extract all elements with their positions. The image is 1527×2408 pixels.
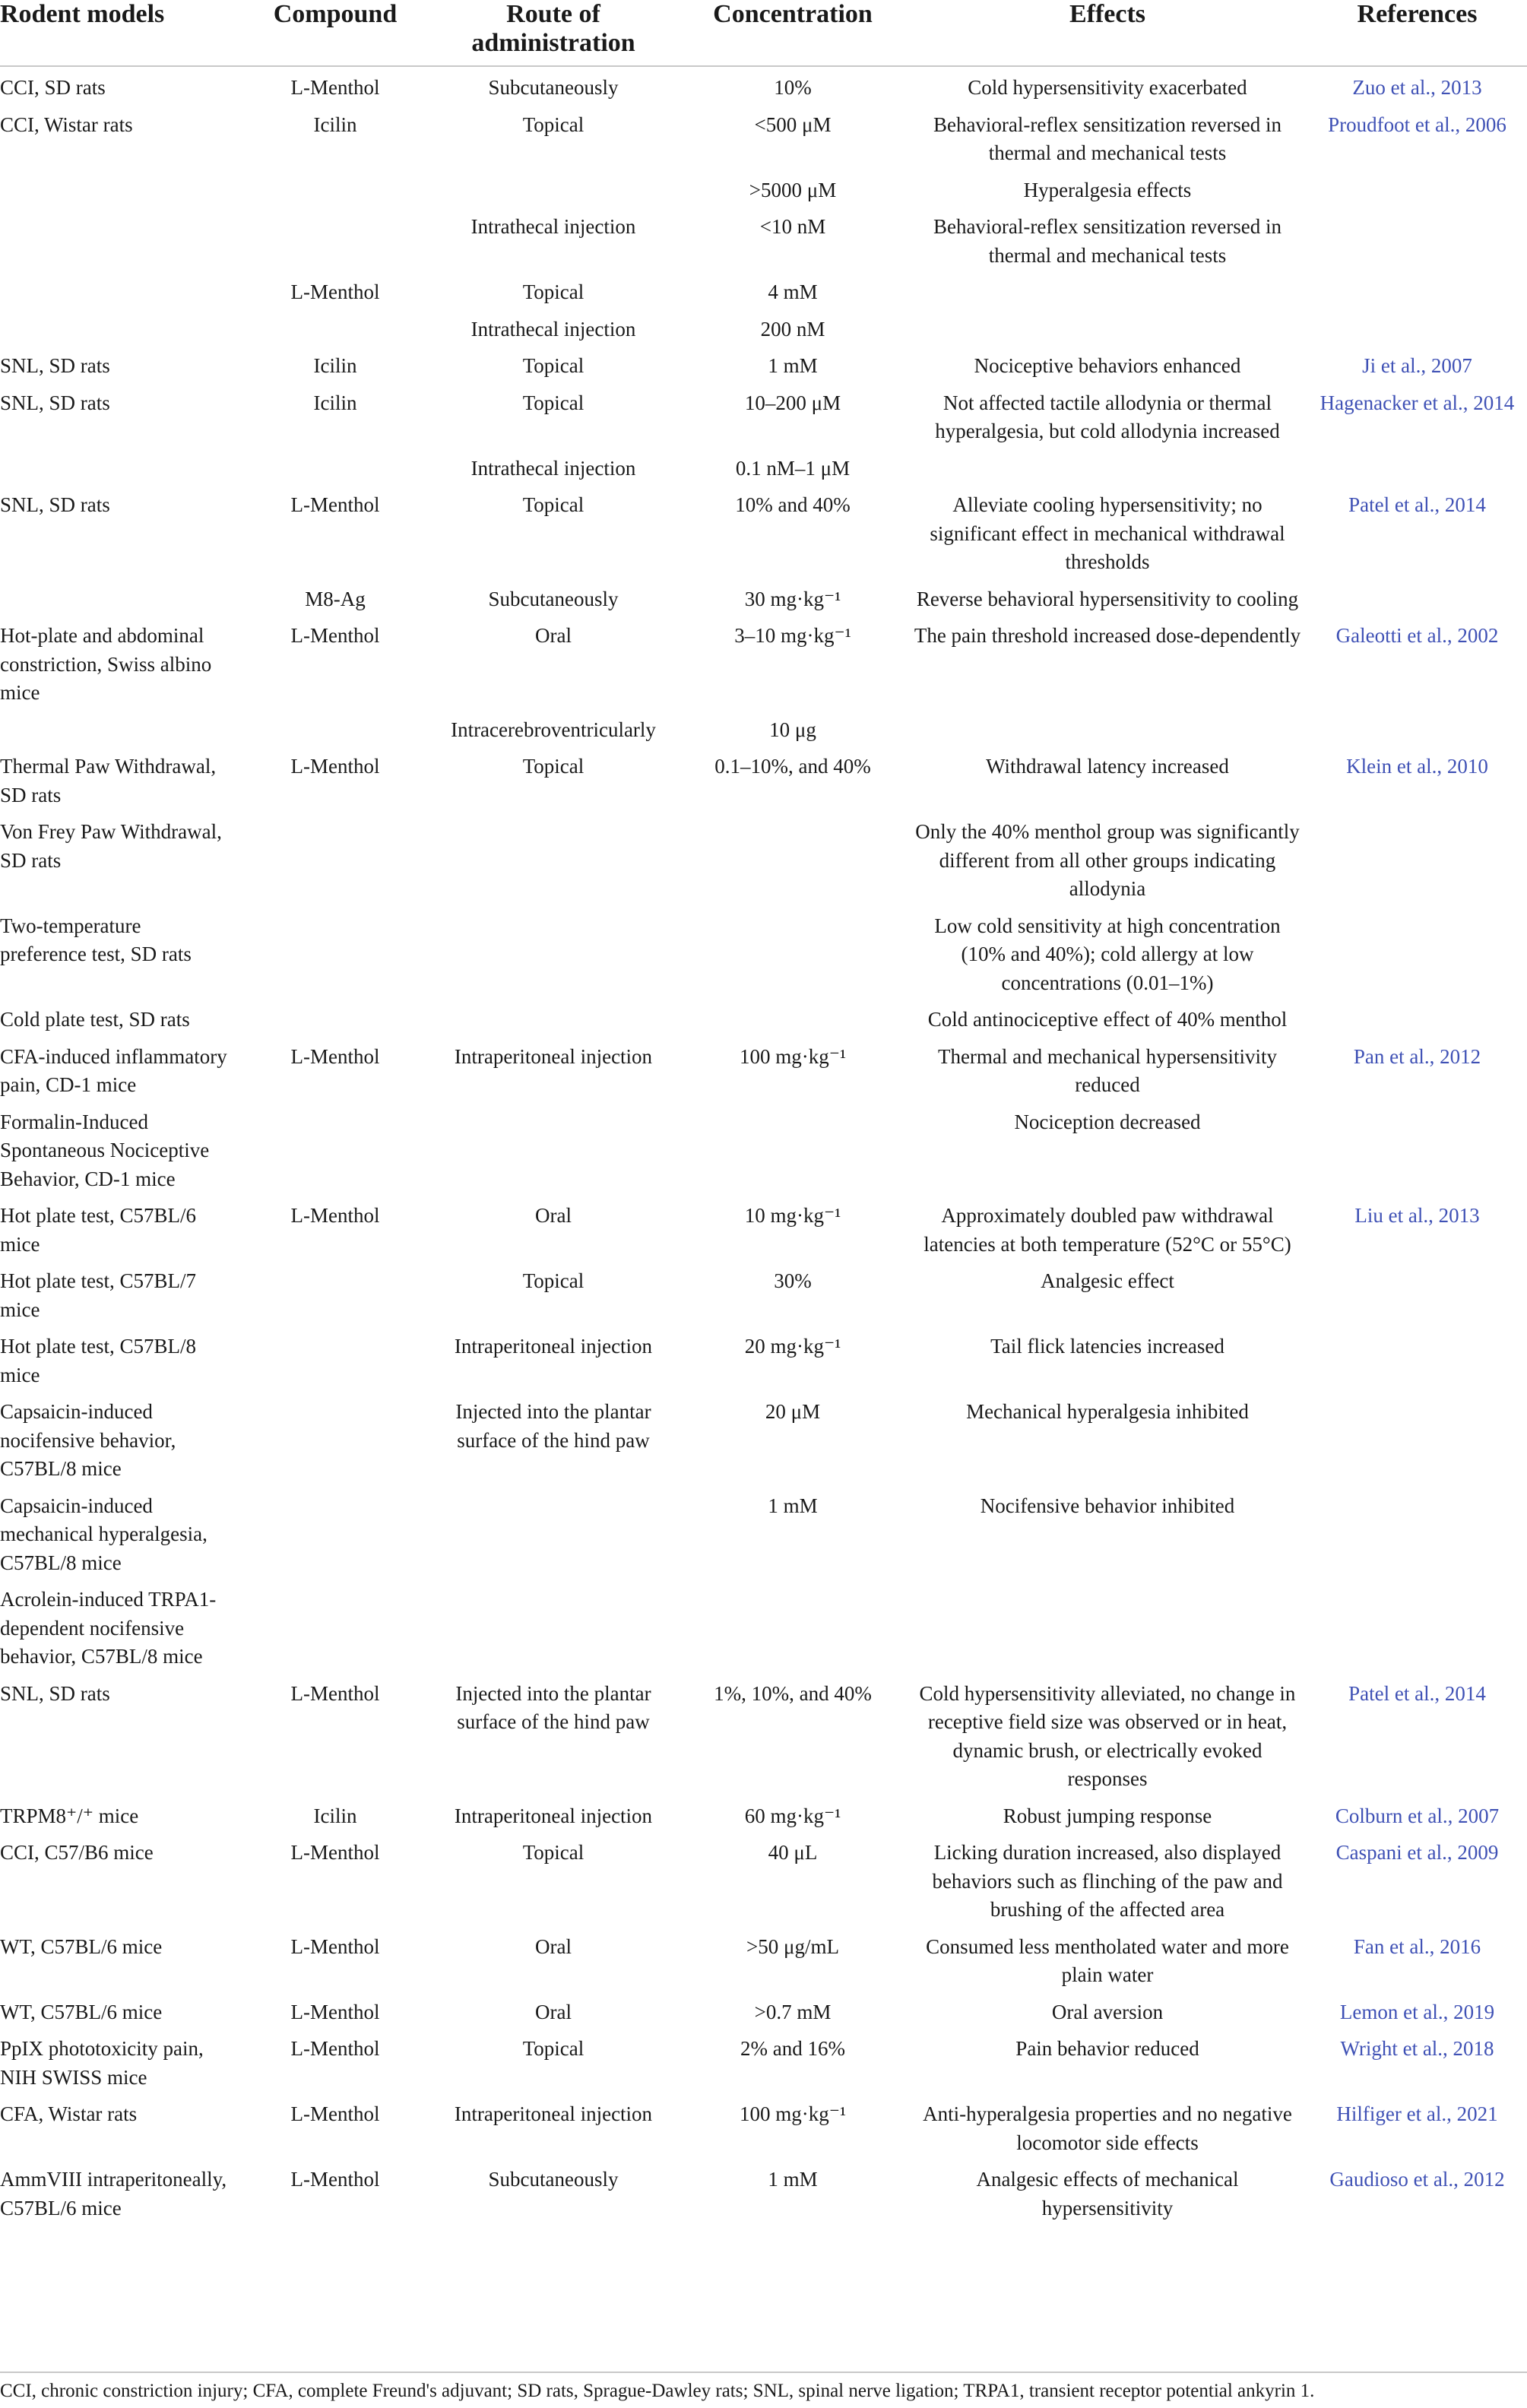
cell-route: Intraperitoneal injection — [454, 1044, 653, 1068]
cell-concentration: 2% and 16% — [740, 2037, 845, 2060]
cell-compound: L-Menthol — [290, 2102, 380, 2125]
cell-compound: L-Menthol — [290, 755, 380, 778]
table-row — [0, 1101, 1527, 1196]
cell-effects: Anti-hyperalgesia properties and no negative locomotor side effects — [923, 2102, 1292, 2154]
cell-compound — [242, 1101, 429, 1196]
cell-compound: Icilin — [313, 354, 357, 377]
cell-concentration: 10 mg·kg⁻¹ — [744, 1204, 841, 1227]
cell-route: Intrathecal injection — [470, 317, 636, 341]
cell-compound: Icilin — [313, 1804, 357, 1827]
cell-compound: L-Menthol — [290, 1044, 380, 1068]
header-route: Route of administration — [429, 0, 678, 66]
cell-compound — [242, 309, 429, 346]
cell-rodent-model: SNL, SD rats — [0, 391, 110, 414]
cell-rodent-model: CFA-induced inflammatory pain, CD-1 mice — [0, 1044, 227, 1096]
cell-route: Intraperitoneal injection — [454, 2102, 653, 2125]
cell-compound: L-Menthol — [290, 76, 380, 99]
cell-route: Intrathecal injection — [470, 456, 636, 480]
cell-concentration: 0.1–10%, and 40% — [714, 755, 871, 778]
cell-rodent-model: Hot plate test, C57BL/8 mice — [0, 1335, 196, 1386]
cell-effects: Behavioral-reflex sensitization reversed in thermal and mechanical tests — [933, 215, 1282, 267]
cell-reference[interactable]: Ji et al., 2007 — [1362, 354, 1472, 377]
cell-rodent-model: Hot plate test, C57BL/7 mice — [0, 1269, 196, 1321]
cell-route: Subcutaneously — [488, 587, 619, 610]
table-row — [0, 66, 1527, 104]
cell-rodent-model: SNL, SD rats — [0, 1681, 110, 1705]
table-row — [0, 345, 1527, 382]
cell-rodent-model: WT, C57BL/6 mice — [0, 2000, 163, 2023]
cell-concentration: >0.7 mM — [754, 2000, 832, 2023]
table-row — [0, 1260, 1527, 1326]
cell-rodent-model: Hot-plate and abdominal constriction, Swiss albino mice — [0, 624, 212, 704]
table-row — [0, 1673, 1527, 1795]
cell-rodent-model: CCI, C57/B6 mice — [0, 1841, 154, 1864]
cell-rodent-model — [0, 709, 242, 746]
cell-route: Intraperitoneal injection — [454, 1335, 653, 1358]
cell-effects: Nocifensive behavior inhibited — [980, 1494, 1235, 1517]
cell-compound: L-Menthol — [290, 1681, 380, 1705]
cell-reference[interactable] — [1307, 1101, 1527, 1196]
cell-reference[interactable] — [1307, 1485, 1527, 1579]
table-row — [0, 2159, 1527, 2224]
cell-effects: Nociceptive behaviors enhanced — [974, 354, 1241, 377]
cell-concentration: 3–10 mg·kg⁻¹ — [734, 624, 851, 647]
cell-effects: Analgesic effect — [1041, 1269, 1174, 1292]
cell-compound: L-Menthol — [290, 493, 380, 516]
cell-reference[interactable] — [1307, 1326, 1527, 1391]
cell-compound — [242, 170, 429, 207]
cell-reference[interactable]: Fan et al., 2016 — [1353, 1934, 1481, 1958]
table-row — [0, 1926, 1527, 1991]
cell-concentration: 0.1 nM–1 μM — [735, 456, 851, 480]
table-row — [0, 104, 1527, 170]
cell-rodent-model — [0, 170, 242, 207]
header-effects: Effects — [908, 0, 1307, 66]
cell-route: Topical — [522, 2037, 585, 2060]
cell-reference[interactable] — [1307, 811, 1527, 905]
cell-compound — [242, 1260, 429, 1326]
cell-concentration: 20 mg·kg⁻¹ — [744, 1335, 841, 1358]
table-row — [0, 170, 1527, 207]
cell-reference[interactable]: Proudfoot et al., 2006 — [1328, 112, 1506, 136]
table-row — [0, 1832, 1527, 1926]
cell-concentration: 200 nM — [760, 317, 825, 341]
cell-route: Topical — [522, 112, 585, 136]
cell-compound: L-Menthol — [290, 1934, 380, 1958]
cell-concentration: 10–200 μM — [744, 391, 841, 414]
cell-reference[interactable]: Hagenacker et al., 2014 — [1319, 391, 1515, 414]
cell-concentration: 1%, 10%, and 40% — [714, 1681, 872, 1705]
cell-concentration: 60 mg·kg⁻¹ — [744, 1804, 841, 1827]
cell-concentration: 40 μL — [768, 1841, 818, 1864]
cell-route: Topical — [522, 354, 585, 377]
table-row — [0, 309, 1527, 346]
cell-rodent-model: SNL, SD rats — [0, 493, 110, 516]
cell-concentration — [678, 999, 908, 1036]
cell-route: Topical — [522, 1841, 585, 1864]
cell-effects: Cold hypersensitivity alleviated, no change in receptive field size was observed or in heat, dynamic brush, or electrically evoked responses — [919, 1681, 1296, 1790]
cell-compound: L-Menthol — [290, 2000, 380, 2023]
cell-compound: L-Menthol — [290, 2168, 380, 2191]
table-row — [0, 1036, 1527, 1101]
cell-route: Topical — [522, 755, 585, 778]
cell-effects: Alleviate cooling hypersensitivity; no significant effect in mechanical withdrawal thresholds — [930, 493, 1285, 573]
cell-compound — [242, 1326, 429, 1391]
cell-compound: L-Menthol — [290, 624, 380, 647]
cell-route: Topical — [522, 1269, 585, 1292]
cell-reference[interactable]: Lemon et al., 2019 — [1339, 2000, 1495, 2023]
cell-rodent-model: TRPM8⁺/⁺ mice — [0, 1804, 139, 1827]
cell-compound: M8-Ag — [305, 587, 366, 610]
cell-compound: Icilin — [313, 112, 357, 136]
cell-concentration: >50 μg/mL — [746, 1934, 839, 1958]
cell-rodent-model: Acrolein-induced TRPA1-dependent nocifensive behavior, C57BL/8 mice — [0, 1588, 217, 1668]
header-compound: Compound — [242, 0, 429, 66]
cell-reference[interactable]: Liu et al., 2013 — [1354, 1204, 1480, 1227]
table-row — [0, 448, 1527, 485]
cell-reference[interactable] — [1307, 999, 1527, 1036]
cell-concentration: 1 mM — [768, 1494, 818, 1517]
cell-reference[interactable]: Gaudioso et al., 2012 — [1329, 2168, 1505, 2191]
cell-effects: Tail flick latencies increased — [990, 1335, 1224, 1358]
cell-reference[interactable]: Galeotti et al., 2002 — [1335, 624, 1499, 647]
cell-effects: Approximately doubled paw withdrawal latencies at both temperature (52°C or 55°C) — [923, 1204, 1291, 1256]
table-header — [0, 0, 1527, 66]
cell-effects: Mechanical hyperalgesia inhibited — [966, 1400, 1249, 1423]
cell-reference[interactable] — [1307, 578, 1527, 616]
cell-route: Oral — [535, 1934, 572, 1958]
cell-effects: Cold hypersensitivity exacerbated — [968, 76, 1247, 99]
cell-route: Intrathecal injection — [470, 215, 636, 238]
cell-rodent-model: Von Frey Paw Withdrawal, SD rats — [0, 820, 222, 872]
cell-effects — [908, 309, 1307, 346]
cell-rodent-model — [0, 578, 242, 616]
cell-reference[interactable] — [1307, 448, 1527, 485]
cell-route — [429, 999, 678, 1036]
cell-route: Topical — [522, 391, 585, 414]
cell-concentration — [678, 905, 908, 1000]
cell-reference[interactable]: Patel et al., 2014 — [1348, 1681, 1486, 1705]
cell-rodent-model — [0, 271, 242, 309]
cell-effects: Withdrawal latency increased — [986, 755, 1229, 778]
cell-effects: Not affected tactile allodynia or thermal hyperalgesia, but cold allodynia increased — [935, 391, 1280, 442]
cell-compound — [242, 1485, 429, 1579]
cell-reference[interactable]: Zuo et al., 2013 — [1352, 76, 1482, 99]
cell-route: Injected into the plantar surface of the hind paw — [455, 1681, 651, 1733]
cell-compound: Icilin — [313, 391, 357, 414]
table-body — [0, 66, 1527, 2224]
cell-compound: L-Menthol — [290, 1841, 380, 1864]
cell-concentration: <10 nM — [759, 215, 826, 238]
table-row — [0, 811, 1527, 905]
cell-route — [429, 1579, 678, 1673]
cell-reference[interactable]: Klein et al., 2010 — [1346, 755, 1488, 778]
header-references: References — [1307, 0, 1527, 66]
cell-concentration: 30% — [774, 1269, 812, 1292]
cell-concentration: 100 mg·kg⁻¹ — [739, 1044, 847, 1068]
cell-concentration: 10% — [774, 76, 812, 99]
cell-concentration: 30 mg·kg⁻¹ — [744, 587, 841, 610]
cell-concentration: <500 μM — [754, 112, 832, 136]
table-row — [0, 2093, 1527, 2159]
table-row — [0, 1391, 1527, 1485]
cell-route — [429, 1485, 678, 1579]
cell-effects: Consumed less mentholated water and more plain water — [926, 1934, 1289, 1986]
table-row — [0, 615, 1527, 709]
cell-concentration — [678, 1101, 908, 1196]
cell-concentration: 4 mM — [768, 280, 818, 303]
table-row — [0, 1485, 1527, 1579]
cell-reference[interactable] — [1307, 170, 1527, 207]
table-row — [0, 206, 1527, 271]
cell-route: Topical — [522, 493, 585, 516]
cell-rodent-model: Cold plate test, SD rats — [0, 1008, 190, 1031]
cell-effects: Hyperalgesia effects — [1023, 178, 1192, 201]
cell-concentration: 100 mg·kg⁻¹ — [739, 2102, 847, 2125]
cell-rodent-model: SNL, SD rats — [0, 354, 110, 377]
cell-rodent-model: WT, C57BL/6 mice — [0, 1934, 163, 1958]
cell-rodent-model: Capsaicin-induced mechanical hyperalgesia, C57BL/8 mice — [0, 1494, 208, 1574]
cell-effects — [908, 448, 1307, 485]
cell-rodent-model: Thermal Paw Withdrawal, SD rats — [0, 755, 217, 806]
table-row — [0, 999, 1527, 1036]
cell-effects: Reverse behavioral hypersensitivity to cooling — [916, 587, 1299, 610]
table-row — [0, 1795, 1527, 1833]
cell-compound: L-Menthol — [290, 280, 380, 303]
cell-effects: Nociception decreased — [1014, 1110, 1201, 1133]
cell-rodent-model: PpIX phototoxicity pain, NIH SWISS mice — [0, 2037, 204, 2089]
table-row — [0, 2028, 1527, 2093]
cell-compound: L-Menthol — [290, 2037, 380, 2060]
cell-route: Subcutaneously — [488, 2168, 619, 2191]
cell-rodent-model: CFA, Wistar rats — [0, 2102, 138, 2125]
cell-concentration — [678, 1579, 908, 1673]
cell-concentration: 10% and 40% — [735, 493, 851, 516]
table-row — [0, 578, 1527, 616]
cell-effects: Only the 40% menthol group was significantly different from all other groups indicating allodynia — [915, 820, 1300, 900]
cell-effects: Low cold sensitivity at high concentration (10% and 40%); cold allergy at low concentrations (0.01–1%) — [934, 914, 1281, 994]
header-rodent-models: Rodent models — [0, 0, 242, 66]
cell-concentration: 10 μg — [769, 718, 816, 741]
table-row — [0, 709, 1527, 746]
cell-reference[interactable]: Colburn et al., 2007 — [1335, 1804, 1500, 1827]
cell-effects: Pain behavior reduced — [1015, 2037, 1199, 2060]
cell-compound: L-Menthol — [290, 1204, 380, 1227]
table-row — [0, 1326, 1527, 1391]
cell-route: Oral — [535, 624, 572, 647]
cell-rodent-model: CCI, SD rats — [0, 76, 106, 99]
cell-reference[interactable]: Caspani et al., 2009 — [1335, 1841, 1499, 1864]
cell-rodent-model: Two-temperature preference test, SD rats — [0, 914, 192, 965]
cell-effects — [908, 709, 1307, 746]
cell-compound — [242, 448, 429, 485]
cell-effects: Analgesic effects of mechanical hypersensitivity — [976, 2168, 1239, 2219]
cell-rodent-model — [0, 309, 242, 346]
cell-rodent-model — [0, 206, 242, 271]
cell-route: Injected into the plantar surface of the hind paw — [455, 1400, 651, 1452]
cell-effects — [908, 271, 1307, 309]
cell-concentration: 20 μM — [765, 1400, 821, 1423]
cell-reference[interactable] — [1307, 709, 1527, 746]
cell-reference[interactable] — [1307, 1260, 1527, 1326]
table-row — [0, 1579, 1527, 1673]
cell-compound — [242, 999, 429, 1036]
table-row — [0, 1195, 1527, 1260]
table-row — [0, 271, 1527, 309]
cell-route: Subcutaneously — [488, 76, 619, 99]
cell-concentration: 1 mM — [768, 354, 818, 377]
cell-reference[interactable]: Wright et al., 2018 — [1340, 2037, 1494, 2060]
cell-rodent-model: Hot plate test, C57BL/6 mice — [0, 1204, 196, 1256]
table-row — [0, 382, 1527, 448]
cell-rodent-model: CCI, Wistar rats — [0, 112, 133, 136]
table-row — [0, 905, 1527, 1000]
cell-effects — [908, 1579, 1307, 1673]
cell-route — [429, 905, 678, 1000]
cell-reference[interactable] — [1307, 1391, 1527, 1485]
cell-route: Intracerebroventricularly — [451, 718, 656, 741]
table-footnote: CCI, chronic constriction injury; CFA, complete Freund's adjuvant; SD rats, Sprague-Dawley rats; SNL, spinal nerve ligation; TRPA1, transient receptor potential ankyrin 1. — [0, 2372, 1527, 2406]
cell-compound — [242, 905, 429, 1000]
cell-compound — [242, 1579, 429, 1673]
cell-concentration: 1 mM — [768, 2168, 818, 2191]
cell-route — [429, 170, 678, 207]
cell-compound — [242, 1391, 429, 1485]
header-concentration: Concentration — [678, 0, 908, 66]
cell-route: Oral — [535, 1204, 572, 1227]
cell-rodent-model: AmmVIII intraperitoneally, C57BL/6 mice — [0, 2168, 227, 2219]
cell-concentration — [678, 811, 908, 905]
cell-rodent-model — [0, 448, 242, 485]
cell-compound — [242, 206, 429, 271]
cell-reference[interactable] — [1307, 309, 1527, 346]
cell-route: Intraperitoneal injection — [454, 1804, 653, 1827]
cell-rodent-model: Formalin-Induced Spontaneous Nociceptive Behavior, CD-1 mice — [0, 1110, 210, 1190]
cell-compound — [242, 709, 429, 746]
cell-reference[interactable] — [1307, 905, 1527, 1000]
cell-route: Topical — [522, 280, 585, 303]
cell-effects: Robust jumping response — [1003, 1804, 1212, 1827]
table-row — [0, 484, 1527, 578]
cell-effects: The pain threshold increased dose-dependently — [914, 624, 1301, 647]
cell-reference[interactable] — [1307, 1579, 1527, 1673]
cell-effects: Thermal and mechanical hypersensitivity reduced — [937, 1044, 1278, 1096]
cell-effects: Cold antinociceptive effect of 40% menthol — [927, 1008, 1288, 1031]
cell-route: Oral — [535, 2000, 572, 2023]
cell-reference[interactable] — [1307, 206, 1527, 271]
cell-reference[interactable] — [1307, 271, 1527, 309]
cell-rodent-model: Capsaicin-induced nocifensive behavior, C57BL/8 mice — [0, 1400, 176, 1480]
cell-reference[interactable]: Hilfiger et al., 2021 — [1336, 2102, 1498, 2125]
cell-reference[interactable]: Pan et al., 2012 — [1353, 1044, 1481, 1068]
cell-effects: Oral aversion — [1051, 2000, 1164, 2023]
cell-effects: Behavioral-reflex sensitization reversed in thermal and mechanical tests — [933, 112, 1282, 164]
table-row — [0, 746, 1527, 811]
cell-reference[interactable]: Patel et al., 2014 — [1348, 493, 1486, 516]
cell-route — [429, 811, 678, 905]
cell-concentration: >5000 μM — [749, 178, 837, 201]
cell-effects: Licking duration increased, also displayed behaviors such as flinching of the paw and brushing of the affected area — [932, 1841, 1283, 1921]
cell-compound — [242, 811, 429, 905]
table-row — [0, 1991, 1527, 2029]
cell-route — [429, 1101, 678, 1196]
